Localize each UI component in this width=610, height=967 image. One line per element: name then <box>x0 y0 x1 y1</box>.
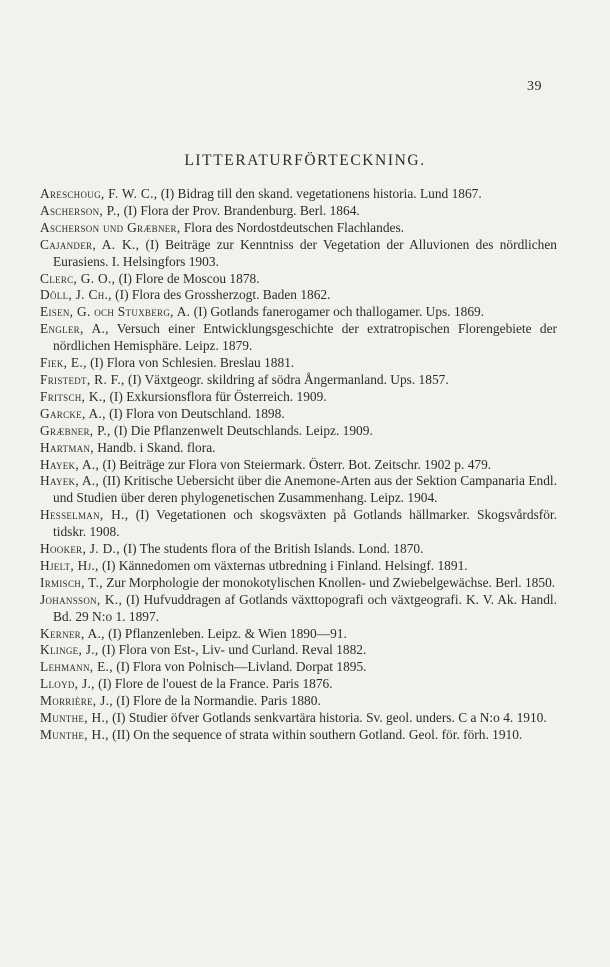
entry-author: Garcke, A., <box>40 405 106 421</box>
entry-text: (I) Flore de la Normandie. Paris 1880. <box>112 693 321 709</box>
entry-author: Hooker, J. D., <box>40 541 120 557</box>
entry-author: Ascherson und Græbner, <box>40 219 181 235</box>
entry-text: (I) Pflanzenleben. Leipz. & Wien 1890—91. <box>104 625 347 641</box>
entry-author: Hesselman, H., <box>40 507 129 523</box>
entry-text: (I) Flore de Moscou 1878. <box>115 270 260 286</box>
entry-text: (I) Beiträge zur Kenntniss der Vegetation der Alluvionen des nördlichen Eurasiens. I. Helsingfors 1903. <box>53 236 557 269</box>
entry-author: Græbner, P., <box>40 422 111 438</box>
entry-author: Areschoug, F. W. C., <box>40 186 158 201</box>
entry-text: (I) Bidrag till den skand. vegetationens historia. Lund 1867. <box>157 186 482 201</box>
bibliography-entry <box>40 558 557 575</box>
entry-author: Hayek, A., <box>40 473 100 489</box>
bibliography-entry <box>40 507 557 541</box>
entry-text: Zur Morphologie der monokotylischen Knollen- und Zwiebelgewächse. Berl. 1850. <box>102 574 556 590</box>
entry-text: Handb. i Skand. flora. <box>93 439 216 455</box>
bibliography-entry <box>40 575 557 592</box>
entry-text: Versuch einer Entwicklungsgeschichte der extratropischen Florengebiete der nördlichen Hemisphäre. Leipz. 1879. <box>53 321 557 354</box>
bibliography-entry <box>40 406 557 423</box>
entry-text: Flora des Nordostdeutschen Flachlandes. <box>180 219 405 235</box>
bibliography-entry <box>40 473 557 507</box>
entry-text: (II) Kritische Uebersicht über die Anemone-Arten aus der Sektion Campanaria Endl. und Studien über deren phylogenetischen Zusammenhang. Leipz. 1904. <box>53 473 557 506</box>
bibliography-entry <box>40 710 557 727</box>
bibliography-entry <box>40 423 557 440</box>
entry-author: Ascherson, P., <box>40 202 121 218</box>
entry-author: Hayek, A., <box>40 456 100 472</box>
entry-author: Lloyd, J., <box>40 676 95 692</box>
entry-text: (I) Kännedomen om växternas utbredning i Finland. Helsingf. 1891. <box>98 557 468 573</box>
entry-author: Morrière, J., <box>40 693 113 709</box>
entry-author: Engler, A., <box>40 321 109 337</box>
entry-text: (I) Beiträge zur Flora von Steiermark. Österr. Bot. Zeitschr. 1902 p. 479. <box>99 456 492 472</box>
entry-author: Munthe, H., <box>40 710 109 726</box>
bibliography-entry <box>40 304 557 321</box>
entry-author: Hjelt, Hj., <box>40 557 99 573</box>
entry-text: (I) Vegetationen och skogsväxten på Gotlands hällmarker. Skogsvårdsför. tidskr. 1908. <box>53 507 558 540</box>
entry-text: (II) On the sequence of strata within southern Gotland. Geol. för. förh. 1910. <box>108 727 523 742</box>
entry-author: Munthe, H., <box>40 727 109 742</box>
entry-text: (I) Växtgeogr. skildring af södra Ångermanland. Ups. 1857. <box>124 371 449 387</box>
bibliography-entry <box>40 626 557 643</box>
bibliography-entry <box>40 355 557 372</box>
bibliography-entry <box>40 186 557 203</box>
bibliography-entry <box>40 642 557 659</box>
bibliography-entry <box>40 693 557 710</box>
entry-author: Fiek, E., <box>40 355 87 371</box>
entry-author: Klinge, J., <box>40 642 99 658</box>
entry-author: Döll, J. Ch., <box>40 287 112 303</box>
entry-author: Clerc, G. O., <box>40 270 116 286</box>
bibliography-entry <box>40 237 557 271</box>
bibliography-entry <box>40 541 557 558</box>
bibliography-entry <box>40 676 557 693</box>
entry-text: (I) Hufvuddragen af Gotlands växttopografi och växtgeografi. K. V. Ak. Handl. Bd. 29 N:o 1. 1897. <box>53 591 557 624</box>
entry-text: (I) Flora von Schlesien. Breslau 1881. <box>86 355 295 371</box>
bibliography-entry <box>40 727 557 744</box>
entry-text: (I) Flora von Est-, Liv- und Curland. Reval 1882. <box>98 642 367 658</box>
entry-author: Cajander, A. K., <box>40 236 140 252</box>
bibliography-entry <box>40 372 557 389</box>
entry-text: (I) Flore de l'ouest de la France. Paris 1876. <box>94 676 333 692</box>
entry-author: Lehmann, E., <box>40 659 113 675</box>
entry-text: (I) Flora des Grossherzogt. Baden 1862. <box>111 287 331 303</box>
bibliography-entry <box>40 440 557 457</box>
bibliography-entry <box>40 457 557 474</box>
page-title: LITTERATURFÖRTECKNING. <box>184 152 426 169</box>
bibliography-entry <box>40 287 557 304</box>
entry-text: (I) Exkursionsflora für Österreich. 1909. <box>106 388 327 404</box>
bibliography-list <box>40 186 557 744</box>
bibliography-entry <box>40 321 557 355</box>
entry-text: (I) The students flora of the British Islands. Lond. 1870. <box>119 541 424 557</box>
entry-text: (I) Flora von Deutschland. 1898. <box>105 405 285 421</box>
entry-text: (I) Studier öfver Gotlands senkvartära historia. Sv. geol. unders. C a N:o 4. 1910. <box>108 710 547 726</box>
bibliography-entry <box>40 220 557 237</box>
entry-author: Fristedt, R. F., <box>40 371 125 387</box>
entry-author: Johansson, K., <box>40 591 123 607</box>
entry-author: Irmisch, T., <box>40 574 103 590</box>
bibliography-entry <box>40 271 557 288</box>
bibliography-entry <box>40 389 557 406</box>
entry-author: Fritsch, K., <box>40 388 107 404</box>
entry-author: Kerner, A., <box>40 625 105 641</box>
entry-text: (I) Gotlands fanerogamer och thallogamer. Ups. 1869. <box>190 304 485 320</box>
page-number: 39 <box>527 79 542 94</box>
bibliography-entry <box>40 203 557 220</box>
entry-author: Hartman, <box>40 439 94 455</box>
entry-text: (I) Flora von Polnisch—Livland. Dorpat 1895. <box>112 659 367 675</box>
bibliography-entry <box>40 659 557 676</box>
entry-text: (I) Die Pflanzenwelt Deutschlands. Leipz. 1909. <box>110 422 373 438</box>
bibliography-entry <box>40 592 557 626</box>
entry-author: Eisen, G. och Stuxberg, A. <box>40 304 191 320</box>
entry-text: (I) Flora der Prov. Brandenburg. Berl. 1864. <box>120 202 360 218</box>
